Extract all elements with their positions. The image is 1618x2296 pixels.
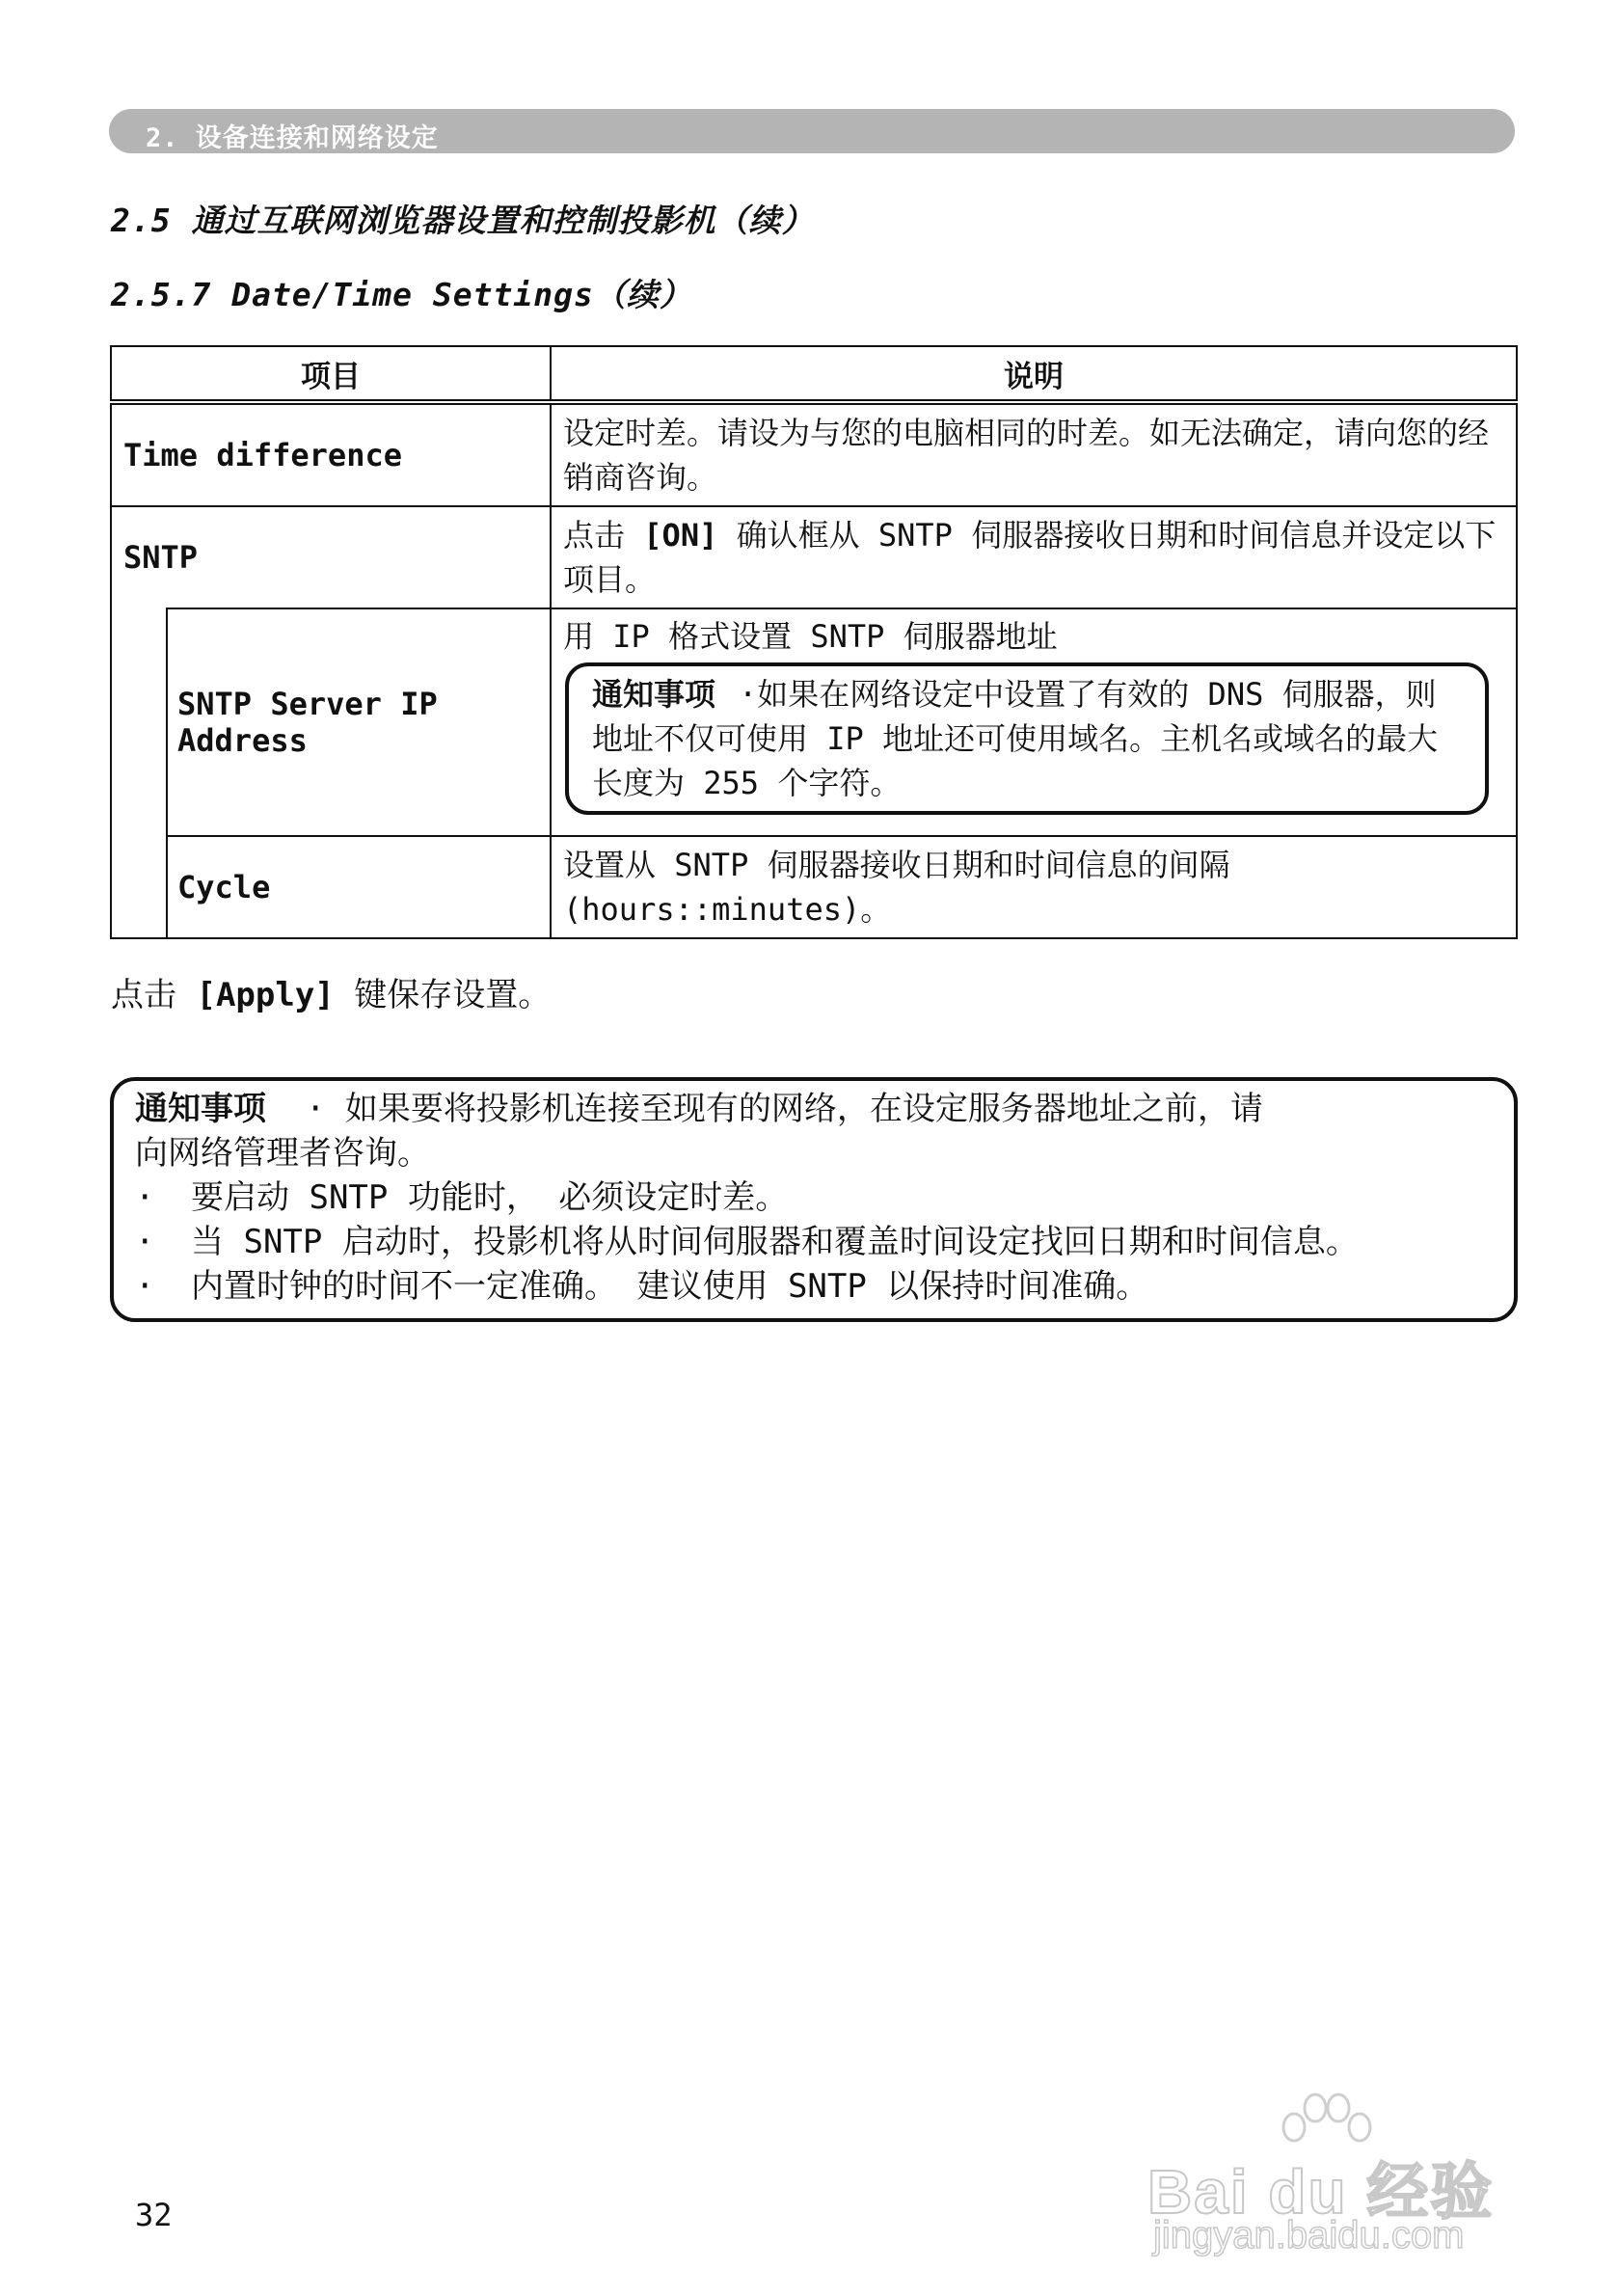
page-number: 32 bbox=[135, 2197, 173, 2233]
desc-cycle bbox=[551, 836, 1517, 938]
header-description: 说明 bbox=[551, 346, 1517, 402]
watermark-brand: Bai du 经验 bbox=[1147, 2157, 1495, 2227]
notice-box bbox=[110, 1077, 1518, 1322]
dns-note-box bbox=[565, 662, 1489, 815]
item-time-difference: Time difference bbox=[111, 402, 551, 506]
notice-bullet bbox=[135, 1264, 1491, 1309]
notice-bullet bbox=[135, 1220, 1491, 1264]
chapter-label: 2. 设备连接和网络设定 bbox=[146, 123, 439, 153]
desc-sntp-suffix: 确认框从 SNTP 伺服器接收日期和时间信息并设定以下项目。 bbox=[563, 517, 1497, 598]
desc-cycle-line2: (hours::minutes)。 bbox=[563, 891, 892, 928]
on-checkbox-label: [ON] bbox=[643, 517, 718, 554]
desc-cycle-line1: 设置从 SNTP 伺服器接收日期和时间信息的间隔 bbox=[563, 847, 1230, 883]
item-sntp: SNTP bbox=[111, 506, 551, 608]
table-header-row bbox=[111, 346, 1517, 402]
chapter-bar bbox=[109, 109, 1515, 153]
notice-intro-line1: · 如果要将投影机连接至现有的网络，在设定服务器地址之前，请 bbox=[266, 1090, 1263, 1128]
dns-note-text: ·如果在网络设定中设置了有效的 DNS 伺服器，则地址不仅可使用 IP 地址还可使用域名。主机名或域名的最大长度为 255 个字符。 bbox=[592, 676, 1439, 801]
item-cycle: Cycle bbox=[167, 836, 551, 938]
notice-bullet-text: 要启动 SNTP 功能时， 必须设定时差。 bbox=[191, 1178, 789, 1217]
apply-instruction bbox=[111, 968, 551, 1015]
item-sntp-server-ip: SNTP Server IP Address bbox=[167, 608, 551, 836]
section-title: 2.5 通过互联网浏览器设置和控制投影机（续） bbox=[111, 202, 815, 239]
desc-sntp-server-ip bbox=[551, 608, 1517, 836]
indent-cell bbox=[111, 608, 167, 938]
table-row-sntp bbox=[111, 506, 1517, 608]
table-row-cycle bbox=[111, 836, 1517, 938]
desc-sntp bbox=[551, 506, 1517, 608]
desc-sntp-prefix: 点击 bbox=[563, 517, 644, 554]
baidu-watermark bbox=[1147, 2091, 1543, 2255]
watermark-url: jingyan.baidu.com bbox=[1153, 2214, 1465, 2256]
notice-tag: 通知事项 bbox=[135, 1090, 266, 1128]
desc-sntp-server-ip-text: 用 IP 格式设置 SNTP 伺服器地址 bbox=[563, 618, 1058, 655]
notice-intro-line2: 向网络管理者咨询。 bbox=[135, 1134, 430, 1173]
bullet-mark: · bbox=[135, 1267, 155, 1306]
bullet-mark: · bbox=[135, 1178, 155, 1217]
apply-suffix: 键保存设置。 bbox=[334, 976, 552, 1014]
bullet-mark: · bbox=[135, 1223, 155, 1261]
notice-bullet-text: 内置时钟的时间不一定准确。 建议使用 SNTP 以保持时间准确。 bbox=[191, 1267, 1149, 1306]
dns-note-tag: 通知事项 bbox=[592, 676, 716, 713]
notice-intro bbox=[135, 1087, 1491, 1131]
settings-table bbox=[110, 345, 1518, 939]
table-row-sntp-server bbox=[111, 608, 1517, 836]
header-item: 项目 bbox=[111, 346, 551, 402]
apply-prefix: 点击 bbox=[111, 976, 197, 1014]
notice-bullet-text: 当 SNTP 启动时，投影机将从时间伺服器和覆盖时间设定找回日期和时间信息。 bbox=[191, 1223, 1359, 1261]
notice-bullet bbox=[135, 1175, 1491, 1220]
table-row-time-difference bbox=[111, 402, 1517, 506]
apply-button-label: [Apply] bbox=[196, 976, 335, 1014]
subsection-title: 2.5.7 Date/Time Settings（续） bbox=[111, 276, 692, 313]
desc-time-difference: 设定时差。请设为与您的电脑相同的时差。如无法确定，请向您的经销商咨询。 bbox=[551, 402, 1517, 506]
